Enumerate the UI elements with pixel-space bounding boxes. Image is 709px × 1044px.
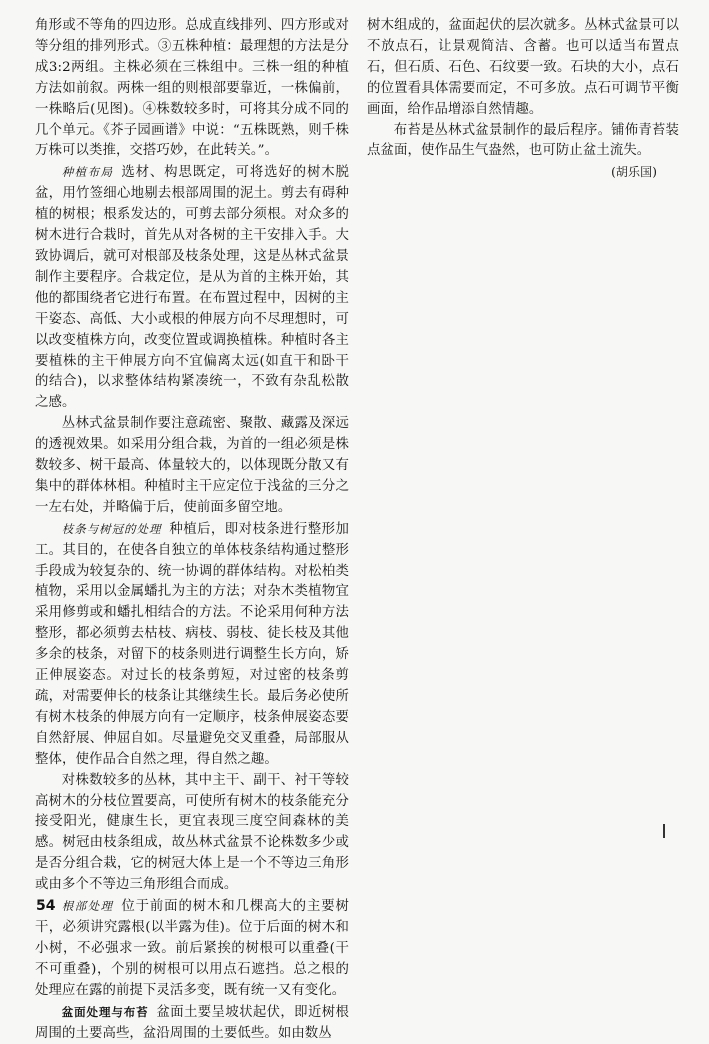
- section-soil-moss: [35, 1002, 349, 1044]
- paragraph-soil-continued: 树木组成的，盆面起伏的层次就多。丛林式盆景可以不放点石，让景观简洁、含蓄。也可以适当布置点石，但石质、石色、石纹要一致。石块的大小，点石的位置看具体需要而定，不可多放。点石可调节平衡画面，给作品增添自然情趣。: [367, 18, 679, 117]
- section-heading-soil-moss: 盆面处理与布苔: [61, 1004, 149, 1019]
- paragraph-planting-continued: 角形或不等角的四边形。总成直线排列、四方形或对等分组的排列形式。③五株种植：最理想的方法是分成3:2两组。主株必须在三株组中。三株一组的种植方法如前叙。两株一组的则根部要靠近，一株偏前，一株略后(见图)。④株数较多时，可将其分成不同的几个单元。《芥子园画谱》中说：“五株既熟，则千株万株可以类推，交搭巧妙，在此转关。”。: [35, 18, 349, 159]
- paragraph-crown-shape: 对株数较多的丛林，其中主干、副干、衬干等较高树木的分枝位置要高，可使所有树木的枝条能充分接受阳光，健康生长，更宜表现三度空间森林的美感。树冠由枝条组成，故丛林式盆景不论株数多少或是否分组合栽，它的树冠大体上是一个不等边三角形或由多个不等边三角形组合而成。: [35, 772, 349, 893]
- paragraph-root-treatment: 位于前面的树木和几棵高大的主要树干，必须讲究露根(以半露为佳)。位于后面的树木和小树，不必强求一致。前后紧挨的树根可以重叠(干不可重叠)，个别的树根可以用点石遮挡。总之根的处理应在露的前提下灵活多变，既有统一又有变化。: [35, 899, 349, 998]
- section-root-treatment: [35, 896, 349, 1002]
- section-heading-planting-layout: 种植布局: [61, 165, 114, 180]
- section-planting-layout: [35, 162, 349, 414]
- left-column: [35, 16, 349, 1044]
- section-heading-branch-crown: 枝条与树冠的处理: [61, 521, 162, 536]
- section-branch-crown: [35, 519, 349, 771]
- right-column: [367, 16, 679, 183]
- paragraph-moss: 布苔是丛林式盆景制作的最后程序。铺佈青苔装点盆面，使作品生气盎然，也可防止盆土流失。: [367, 122, 679, 159]
- paragraph-soil-moss: 盆面土要呈坡状起伏，即近树根周围的土要高些，盆沿周围的土要低些。如由数丛: [35, 1004, 349, 1041]
- author-signature: (胡乐国): [611, 165, 657, 180]
- paragraph-perspective: 丛林式盆景制作要注意疏密、聚散、藏露及深远的透视效果。如采用分组合栽，为首的一组必须是株数较多、树干最高、体量较大的，以体现既分散又有集中的群体林相。种植时主干应定位于浅盆的三分之一左右处，并略偏于后，使前面多留空地。: [35, 416, 349, 515]
- page-number: 54: [36, 898, 56, 914]
- scan-mark: [663, 824, 665, 838]
- paragraph-planting-layout: 选材、构思既定，可将选好的树木脱盆，用竹签细心地剔去根部周围的泥土。剪去有碍种植的树根；根系发达的，可剪去部分须根。对众多的树木进行合栽时，首先从对各树的主干安排入手。大致协调后，就可对根部及枝条处理，这是丛林式盆景制作主要程序。合栽定位，是从为首的主株开始，其他的都围绕者它进行布置。在布置过程中，因树的主干姿态、高低、大小或根的伸展方向不尽理想时，可以改变植株方向，改变位置或调换植株。种植时各主要植株的主干伸展方向不宜偏离太远(如直干和卧干的结合)，以求整体结构紧凑统一，不致有杂乱松散之感。: [35, 165, 349, 411]
- paragraph-branch-crown: 种植后，即对枝条进行整形加工。其目的，在使各自独立的单体枝条结构通过整形手段成为较复杂的、统一协调的群体结构。对松柏类植物，采用以金属蟠扎为主的方法；对杂木类植物宜采用修剪或和蟠扎相结合的方法。不论采用何种方法整形，都必须剪去枯枝、病枝、弱枝、徒长枝及其他多余的枝条，对留下的枝条则进行调整生长方向，矫正伸展姿态。对过长的枝条剪短，对过密的枝条剪疏，对需要伸长的枝条让其继续生长。最后务必使所有树木枝条的伸展方向有一定顺序，枝条伸展姿态要自然舒展、伸屈自如。尽量避免交叉重叠，局部服从整体，使作品合自然之理，得自然之趣。: [35, 521, 349, 767]
- section-heading-root-treatment: 根部处理: [61, 899, 114, 914]
